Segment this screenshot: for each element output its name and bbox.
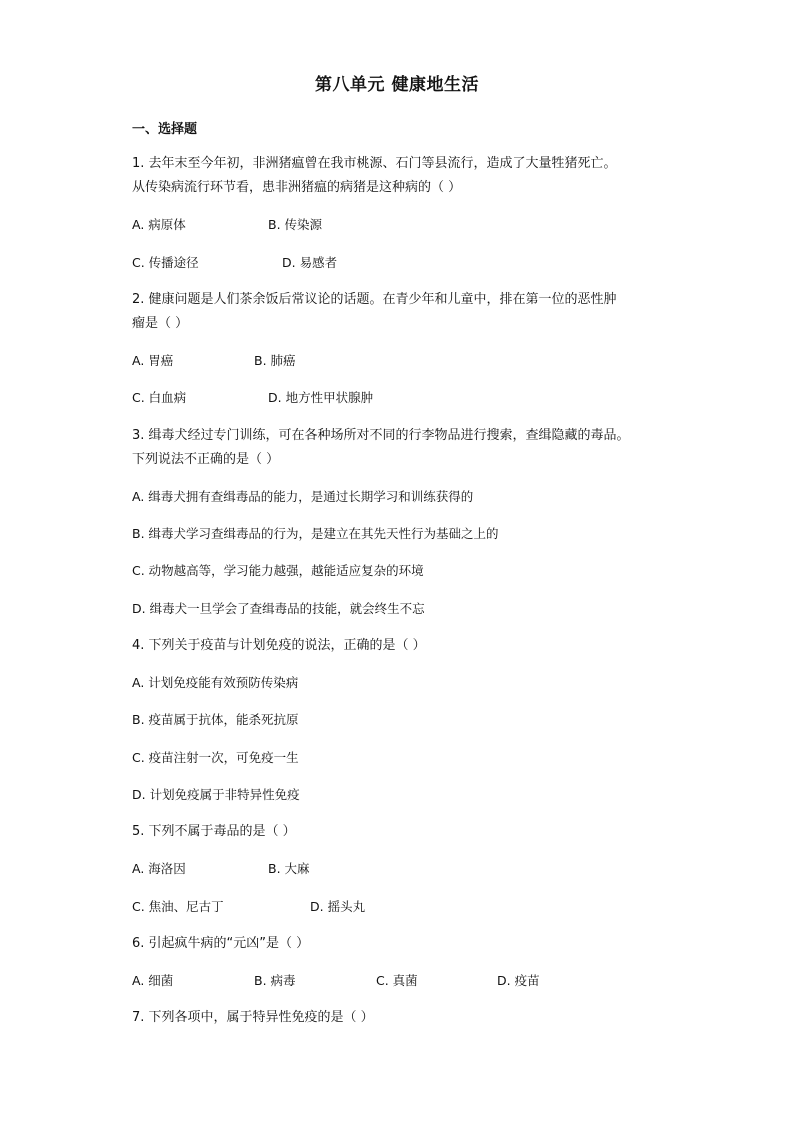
question-3-option-c: C. 动物越高等，学习能力越强，越能适应复杂的环境 bbox=[132, 563, 424, 578]
question-5-option-b: B. 大麻 bbox=[268, 861, 310, 876]
question-6-option-d: D. 疫苗 bbox=[497, 973, 540, 988]
question-4-option-d: D. 计划免疫属于非特异性免疫 bbox=[132, 787, 300, 802]
question-4-stem: 4. 下列关于疫苗与计划免疫的说法，正确的是（ ） bbox=[132, 638, 426, 653]
question-4-option-c: C. 疫苗注射一次，可免疫一生 bbox=[132, 750, 299, 765]
question-5-option-c: C. 焦油、尼古丁 bbox=[132, 899, 224, 914]
question-5-option-a: A. 海洛因 bbox=[132, 861, 186, 876]
question-3-option-a: A. 缉毒犬拥有查缉毒品的能力，是通过长期学习和训练获得的 bbox=[132, 489, 474, 504]
question-4-option-a: A. 计划免疫能有效预防传染病 bbox=[132, 675, 299, 690]
question-6-stem: 6. 引起疯牛病的“元凶”是（ ） bbox=[132, 936, 310, 951]
question-3-stem-line-1: 3. 缉毒犬经过专门训练，可在各种场所对不同的行李物品进行搜索，查缉隐藏的毒品。 bbox=[132, 428, 630, 443]
question-1-option-b: B. 传染源 bbox=[268, 217, 323, 232]
question-1-option-d: D. 易感者 bbox=[282, 255, 338, 270]
question-2-option-d: D. 地方性甲状腺肿 bbox=[268, 390, 374, 405]
question-1-stem-line-1: 1. 去年末至今年初，非洲猪瘟曾在我市桃源、石门等县流行，造成了大量牲猪死亡。 bbox=[132, 156, 617, 171]
question-1-option-a: A. 病原体 bbox=[132, 217, 186, 232]
question-5-stem: 5. 下列不属于毒品的是（ ） bbox=[132, 824, 296, 839]
question-6-option-b: B. 病毒 bbox=[254, 973, 296, 988]
question-2-option-b: B. 肺癌 bbox=[254, 353, 296, 368]
question-1-stem-line-2: 从传染病流行环节看，患非洲猪瘟的病猪是这种病的（ ） bbox=[132, 180, 462, 195]
question-6-option-a: A. 细菌 bbox=[132, 973, 174, 988]
question-2-stem-line-1: 2. 健康问题是人们茶余饭后常议论的话题。在青少年和儿童中，排在第一位的恶性肿 bbox=[132, 292, 617, 307]
question-6-option-c: C. 真菌 bbox=[376, 973, 418, 988]
question-3-option-d: D. 缉毒犬一旦学会了查缉毒品的技能，就会终生不忘 bbox=[132, 601, 425, 616]
question-3-option-b: B. 缉毒犬学习查缉毒品的行为，是建立在其先天性行为基础之上的 bbox=[132, 526, 499, 541]
question-2-stem-line-2: 瘤是（ ） bbox=[132, 316, 189, 331]
question-4-option-b: B. 疫苗属于抗体，能杀死抗原 bbox=[132, 712, 299, 727]
question-2-option-c: C. 白血病 bbox=[132, 390, 187, 405]
question-2-option-a: A. 胃癌 bbox=[132, 353, 174, 368]
question-3-stem-line-2: 下列说法不正确的是（ ） bbox=[132, 452, 280, 467]
section-heading: 一、选择题 bbox=[132, 122, 198, 137]
question-5-option-d: D. 摇头丸 bbox=[310, 899, 366, 914]
document-title: 第八单元 健康地生活 bbox=[315, 75, 479, 95]
question-1-option-c: C. 传播途径 bbox=[132, 255, 199, 270]
question-7-stem: 7. 下列各项中，属于特异性免疫的是（ ） bbox=[132, 1010, 374, 1025]
